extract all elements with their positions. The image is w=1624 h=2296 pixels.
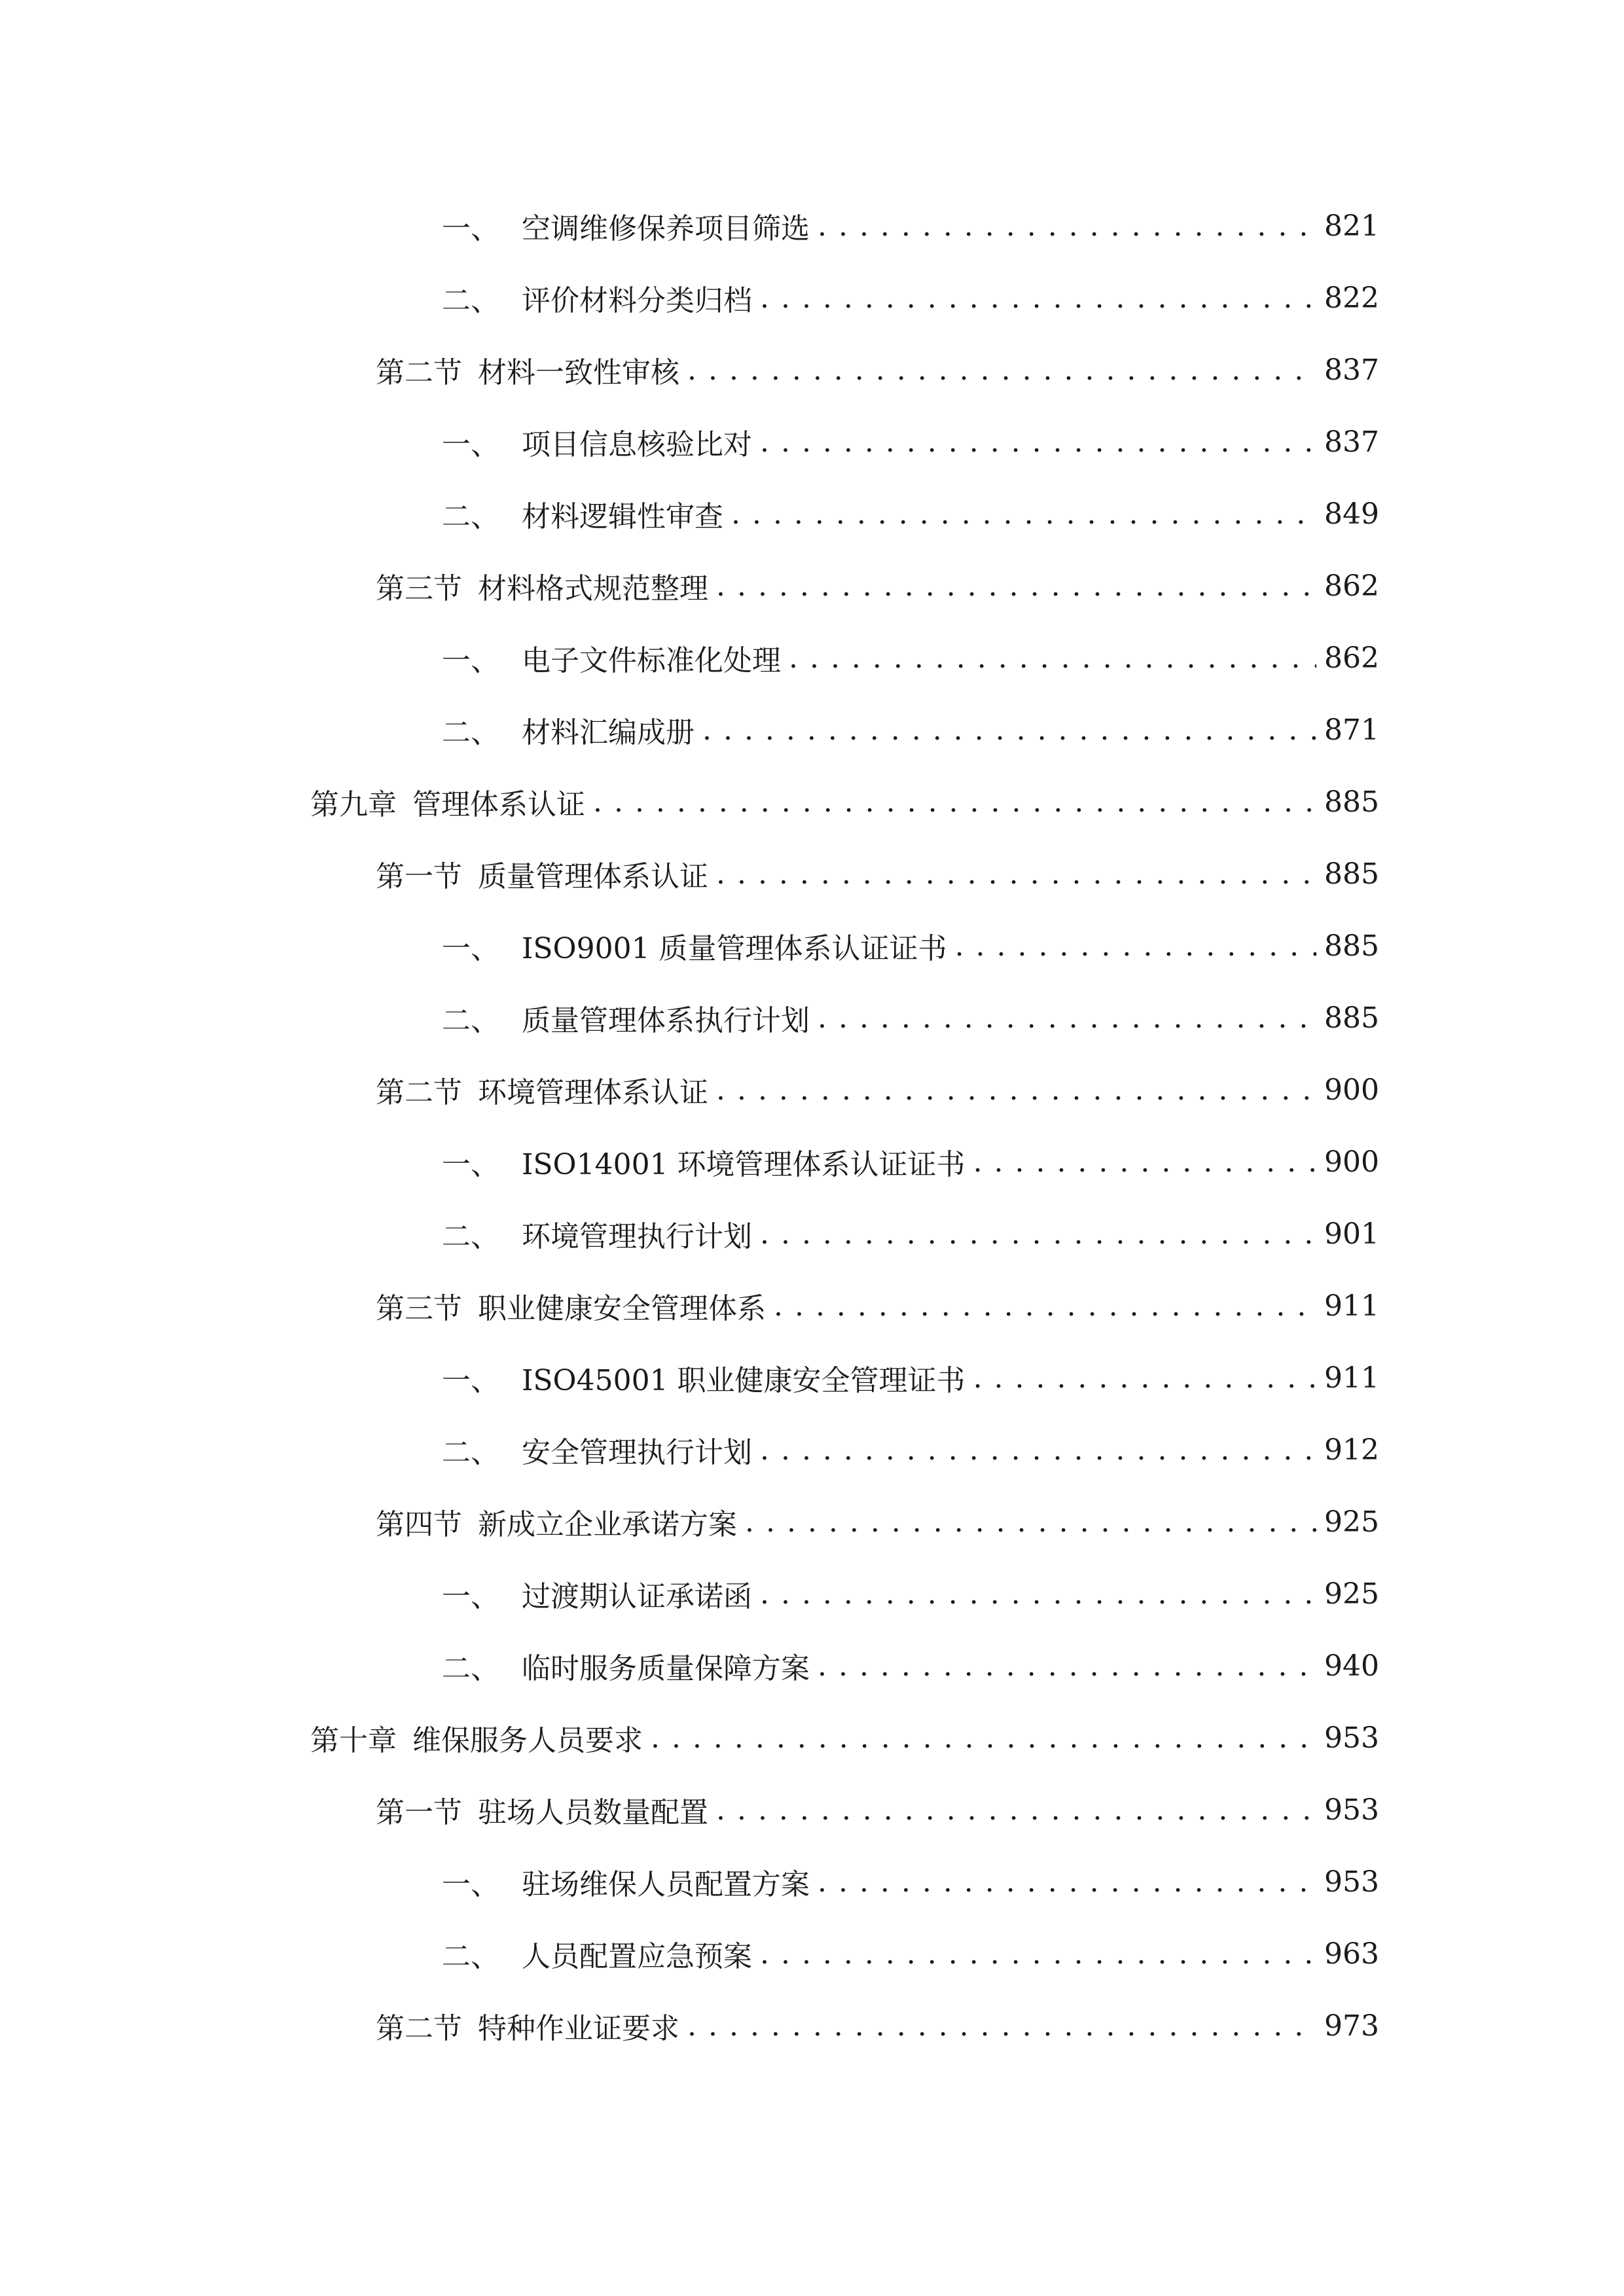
toc-entry-label — [376, 565, 708, 607]
toc-entry-label — [310, 781, 585, 823]
toc-entry-label — [442, 1645, 810, 1687]
toc-dot-leader — [731, 497, 1316, 531]
toc-entry[interactable] — [442, 1558, 1379, 1630]
toc-dot-leader — [973, 1145, 1316, 1179]
toc-dot-leader — [651, 1721, 1316, 1755]
toc-entry-title: 材料汇编成册 — [522, 716, 695, 749]
toc-dot-leader — [593, 785, 1316, 819]
toc-entry-title: 安全管理执行计划 — [522, 1436, 752, 1469]
toc-entry-label — [442, 709, 695, 751]
toc-page-number: 900 — [1324, 1145, 1379, 1179]
toc-entry[interactable] — [442, 1414, 1379, 1486]
toc-entry[interactable] — [376, 550, 1379, 622]
toc-entry-prefix: 第一节 — [376, 1796, 462, 1829]
toc-entry-title: 质量管理体系认证 — [478, 860, 708, 893]
toc-page-number: 885 — [1324, 1001, 1379, 1035]
toc-entry-label — [442, 421, 752, 463]
toc-entry[interactable] — [442, 406, 1379, 478]
toc-dot-leader — [955, 929, 1316, 963]
toc-entry[interactable] — [376, 838, 1379, 910]
toc-entry[interactable] — [442, 1918, 1379, 1990]
toc-entry-label — [376, 853, 708, 895]
toc-entry[interactable] — [376, 1486, 1379, 1558]
toc-page-number: 871 — [1324, 713, 1379, 747]
toc-entry-label — [442, 1141, 965, 1183]
toc-entry[interactable] — [442, 1126, 1379, 1198]
toc-dot-leader — [716, 1793, 1316, 1827]
toc-entry-prefix: 一、 — [442, 428, 499, 461]
toc-page-number: 940 — [1324, 1649, 1379, 1683]
toc-entry[interactable] — [442, 190, 1379, 262]
toc-entry-prefix: 第三节 — [376, 1292, 462, 1325]
toc-entry-label — [442, 1429, 752, 1471]
toc-entry-prefix: 第九章 — [310, 788, 397, 821]
toc-page-number: 911 — [1324, 1289, 1379, 1323]
toc-entry-label — [442, 1357, 965, 1399]
toc-entry-prefix: 第二节 — [376, 2012, 462, 2045]
toc-page-number: 900 — [1324, 1073, 1379, 1107]
toc-entry-prefix: 一、 — [442, 1364, 499, 1397]
toc-entry[interactable] — [442, 1342, 1379, 1414]
toc-page-number: 885 — [1324, 857, 1379, 891]
toc-page-number: 821 — [1324, 209, 1379, 243]
toc-entry-prefix: 一、 — [442, 1580, 499, 1613]
toc-entry-title: 维保服务人员要求 — [412, 1724, 643, 1757]
toc-entry-label — [442, 1573, 752, 1615]
toc-page-number: 953 — [1324, 1793, 1379, 1827]
toc-entry-prefix: 一、 — [442, 1868, 499, 1901]
toc-page-number: 925 — [1324, 1577, 1379, 1611]
toc-page-number: 885 — [1324, 785, 1379, 819]
toc-dot-leader — [818, 1865, 1316, 1899]
toc-page-number: 862 — [1324, 569, 1379, 603]
toc-entry[interactable] — [376, 1054, 1379, 1126]
toc-entry-title: 职业健康安全管理体系 — [478, 1292, 766, 1325]
toc-entry-prefix: 第四节 — [376, 1508, 462, 1541]
toc-entry[interactable] — [442, 1198, 1379, 1270]
toc-entry[interactable] — [442, 694, 1379, 766]
toc-entry[interactable] — [442, 1630, 1379, 1702]
toc-dot-leader — [760, 1433, 1316, 1467]
toc-entry-title: 质量管理体系执行计划 — [522, 1004, 810, 1037]
toc-dot-leader — [774, 1289, 1316, 1323]
toc-entry-prefix: 二、 — [442, 716, 499, 749]
toc-entry-prefix: 二、 — [442, 284, 499, 317]
toc-dot-leader — [760, 1217, 1316, 1251]
toc-page-number: 837 — [1324, 353, 1379, 387]
toc-dot-leader — [716, 1073, 1316, 1107]
toc-dot-leader — [818, 1649, 1316, 1683]
toc-entry-title: 项目信息核验比对 — [522, 428, 752, 461]
toc-entry-label — [376, 349, 679, 391]
toc-dot-leader — [687, 2009, 1316, 2043]
toc-entry-title: 材料一致性审核 — [478, 356, 679, 389]
toc-entry[interactable] — [442, 1846, 1379, 1918]
toc-dot-leader — [789, 641, 1316, 675]
toc-entry-title: 空调维修保养项目筛选 — [522, 212, 810, 245]
toc-entry-label — [442, 1933, 752, 1975]
toc-entry-prefix: 一、 — [442, 1148, 499, 1181]
toc-entry[interactable] — [442, 982, 1379, 1054]
toc-entry-title: ISO45001 职业健康安全管理证书 — [522, 1364, 965, 1397]
toc-entry-prefix: 二、 — [442, 500, 499, 533]
toc-entry-title: ISO14001 环境管理体系认证证书 — [522, 1148, 965, 1181]
toc-entry[interactable] — [376, 1990, 1379, 2062]
toc-entry-title: 环境管理执行计划 — [522, 1220, 752, 1253]
toc-entry-title: 评价材料分类归档 — [522, 284, 752, 317]
toc-entry-title: 驻场维保人员配置方案 — [522, 1868, 810, 1901]
toc-page-number: 953 — [1324, 1865, 1379, 1899]
toc-dot-leader — [760, 1937, 1316, 1971]
toc-entry[interactable] — [310, 1702, 1379, 1774]
toc-entry-prefix: 第二节 — [376, 356, 462, 389]
toc-entry-label — [376, 1069, 708, 1111]
toc-entry[interactable] — [310, 766, 1379, 838]
toc-page-number: 953 — [1324, 1721, 1379, 1755]
toc-entry-title: 电子文件标准化处理 — [522, 644, 781, 677]
toc-entry-prefix: 第三节 — [376, 572, 462, 605]
toc-entry-label — [442, 997, 810, 1039]
toc-entry[interactable] — [376, 1270, 1379, 1342]
toc-dot-leader — [818, 209, 1316, 243]
toc-entry[interactable] — [442, 478, 1379, 550]
toc-entry-title: 人员配置应急预案 — [522, 1940, 752, 1973]
toc-entry-label — [376, 1789, 708, 1831]
toc-entry-label — [376, 1501, 737, 1543]
toc-dot-leader — [760, 281, 1316, 315]
toc-entry-label — [442, 277, 752, 319]
toc-entry-title: 临时服务质量保障方案 — [522, 1652, 810, 1685]
toc-page-number: 862 — [1324, 641, 1379, 675]
toc-entry[interactable] — [376, 334, 1379, 406]
toc-entry-label — [442, 1213, 752, 1255]
toc-entry-prefix: 一、 — [442, 932, 499, 965]
toc-entry-prefix: 一、 — [442, 644, 499, 677]
toc-page-number: 901 — [1324, 1217, 1379, 1251]
toc-dot-leader — [716, 857, 1316, 891]
toc-entry-prefix: 一、 — [442, 212, 499, 245]
toc-entry-prefix: 二、 — [442, 1004, 499, 1037]
toc-dot-leader — [702, 713, 1316, 747]
toc-entry-label — [442, 205, 810, 247]
toc-entry-title: 材料逻辑性审查 — [522, 500, 723, 533]
toc-entry-label — [376, 2005, 679, 2047]
toc-entry-label — [442, 493, 723, 535]
toc-entry-title: 管理体系认证 — [412, 788, 585, 821]
toc-entry-prefix: 第十章 — [310, 1724, 397, 1757]
toc-entry-label — [442, 1861, 810, 1903]
toc-entry-title: 环境管理体系认证 — [478, 1076, 708, 1109]
toc-entry[interactable] — [442, 262, 1379, 334]
toc-entry-title: 特种作业证要求 — [478, 2012, 679, 2045]
toc-dot-leader — [745, 1505, 1316, 1539]
toc-entry-title: 新成立企业承诺方案 — [478, 1508, 737, 1541]
toc-entry-label — [442, 925, 947, 967]
toc-entry-title: 材料格式规范整理 — [478, 572, 708, 605]
toc-dot-leader — [687, 353, 1316, 387]
toc-dot-leader — [760, 1577, 1316, 1611]
toc-page-number: 885 — [1324, 929, 1379, 963]
toc-entry-title: ISO9001 质量管理体系认证证书 — [522, 932, 947, 965]
toc-entry-title: 驻场人员数量配置 — [478, 1796, 708, 1829]
toc-entry-prefix: 二、 — [442, 1940, 499, 1973]
toc-entry-label — [442, 637, 781, 679]
toc-entry-prefix: 二、 — [442, 1220, 499, 1253]
toc-entry-title: 过渡期认证承诺函 — [522, 1580, 752, 1613]
toc-page-number: 973 — [1324, 2009, 1379, 2043]
toc-page-number: 963 — [1324, 1937, 1379, 1971]
toc-dot-leader — [818, 1001, 1316, 1035]
toc-entry-label — [376, 1285, 766, 1327]
toc-entry[interactable] — [376, 1774, 1379, 1846]
toc-entry[interactable] — [442, 910, 1379, 982]
toc-page-number: 822 — [1324, 281, 1379, 315]
toc-page-number: 911 — [1324, 1361, 1379, 1395]
toc-page-number: 837 — [1324, 425, 1379, 459]
toc-entry-prefix: 第一节 — [376, 860, 462, 893]
toc-entry-prefix: 二、 — [442, 1652, 499, 1685]
toc-entry[interactable] — [442, 622, 1379, 694]
toc-page-number: 925 — [1324, 1505, 1379, 1539]
toc-entry-prefix: 二、 — [442, 1436, 499, 1469]
toc-dot-leader — [760, 425, 1316, 459]
toc-dot-leader — [973, 1361, 1316, 1395]
toc-page-number: 912 — [1324, 1433, 1379, 1467]
toc-entry-prefix: 第二节 — [376, 1076, 462, 1109]
toc-page-number: 849 — [1324, 497, 1379, 531]
toc-entry-label — [310, 1717, 643, 1759]
toc-dot-leader — [716, 569, 1316, 603]
